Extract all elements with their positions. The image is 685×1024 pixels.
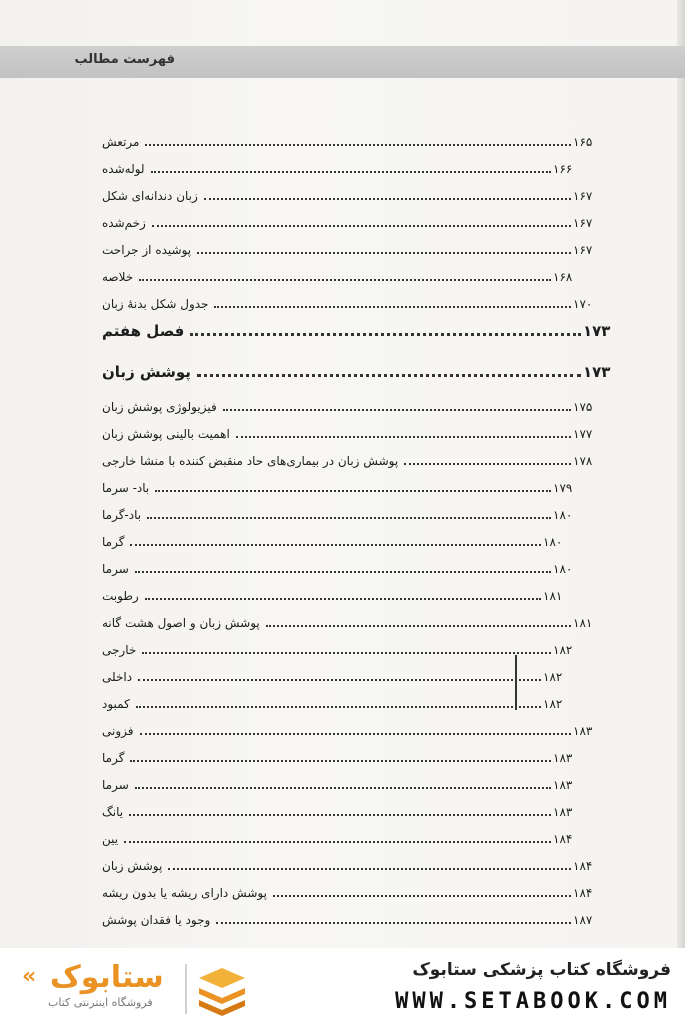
toc-entry [100, 262, 593, 286]
toc-leader-dots [273, 895, 571, 897]
toc-entry-title: سرما [102, 562, 129, 576]
toc-entry [100, 608, 613, 632]
toc-chapter-entry [100, 359, 623, 383]
toc-entry-title: خلاصه [102, 270, 134, 284]
toc-page-number: ۱۸۳ [553, 805, 573, 819]
toc-page-number: ۱۸۰ [553, 562, 573, 576]
toc-entry-title: سرما [102, 778, 129, 792]
toc-entry [100, 289, 613, 313]
logo-wordmark: ستابوک [50, 960, 164, 995]
toc-entry [100, 851, 613, 875]
toc-leader-dots [136, 706, 541, 708]
toc-page-number: ۱۷۳ [583, 363, 611, 381]
toc-leader-dots [204, 198, 571, 200]
toc-entry-title: پوشیده از جراحت [102, 243, 192, 257]
toc-leader-dots [216, 922, 571, 924]
toc-entry-title: فیزیولوژی پوشش زبان [102, 400, 217, 414]
toc-entry-title: اهمیت بالینی پوشش زبان [102, 427, 230, 441]
toc-entry-title: زخم‌شده [102, 216, 146, 230]
toc-entry [100, 689, 583, 713]
toc-entry [100, 581, 583, 605]
toc-entry-title: پوشش دارای ریشه یا بدون ریشه [102, 886, 267, 900]
toc-entry-title: داخلی [102, 670, 133, 684]
footer-shop-name: فروشگاه کتاب پزشکی ستابوک [412, 960, 671, 980]
toc-entry-title: گرما [102, 751, 125, 765]
toc-entry [100, 527, 583, 551]
toc-page-number: ۱۷۳ [583, 322, 611, 340]
toc-page-number: ۱۶۵ [573, 135, 593, 149]
toc-entry [100, 635, 593, 659]
toc-page-number: ۱۸۷ [573, 913, 593, 927]
logo-divider [185, 964, 187, 1014]
toc-entry [100, 824, 593, 848]
toc-leader-dots [266, 625, 571, 627]
toc-chapter-entry [100, 318, 623, 342]
toc-entry-title: لوله‌شده [102, 162, 145, 176]
toc-page-number: ۱۸۴ [553, 832, 573, 846]
toc-entry [100, 878, 613, 902]
toc-leader-dots [145, 144, 571, 146]
toc-leader-dots [236, 436, 571, 438]
toc-entry [100, 419, 613, 443]
toc-entry-title: فزونی [102, 724, 134, 738]
toc-leader-dots [168, 868, 571, 870]
page-header-title: فهرست مطالب [74, 52, 175, 67]
toc-entry-title: گرما [102, 535, 125, 549]
toc-leader-dots [135, 571, 551, 573]
toc-leader-dots [142, 652, 551, 654]
toc-leader-dots [190, 333, 581, 336]
toc-entry [100, 127, 613, 151]
toc-leader-dots [124, 841, 551, 843]
toc-entry-title: جدول شکل بدنهٔ زبان [102, 297, 209, 311]
toc-leader-dots [197, 374, 581, 377]
toc-leader-dots [130, 544, 541, 546]
toc-leader-dots [138, 679, 541, 681]
toc-entry [100, 905, 613, 929]
toc-leader-dots [139, 279, 551, 281]
toc-entry [100, 446, 613, 470]
toc-page-number: ۱۸۳ [573, 724, 593, 738]
toc-entry-title: باد- سرما [102, 481, 150, 495]
toc-leader-dots [140, 733, 572, 735]
toc-leader-dots [152, 225, 571, 227]
logo-arrows: « [22, 964, 37, 989]
toc-page-number: ۱۶۷ [573, 243, 593, 257]
logo-tagline: فروشگاه اینترنتی کتاب [48, 996, 153, 1009]
toc-entry-title: خارجی [102, 643, 137, 657]
toc-entry-title: رطوبت [102, 589, 139, 603]
toc-entry-title: مرتعش [102, 135, 140, 149]
toc-page-number: ۱۸۲ [543, 697, 563, 711]
toc-leader-dots [130, 760, 551, 762]
toc-entry-title: کمبود [102, 697, 130, 711]
toc-page-number: ۱۶۶ [553, 162, 573, 176]
toc-entry-title: پوشش زبان [102, 363, 191, 381]
toc-page-number: ۱۸۳ [553, 751, 573, 765]
toc-leader-dots [147, 517, 551, 519]
setabook-logo-icon [195, 962, 249, 1016]
toc-page-number: ۱۶۷ [573, 216, 593, 230]
toc-entry [100, 500, 593, 524]
toc-entry-title: یانگ [102, 805, 124, 819]
toc-leader-dots [214, 306, 571, 308]
toc-entry [100, 154, 593, 178]
footer-url[interactable]: WWW.SETABOOK.COM [395, 989, 671, 1014]
toc-entry [100, 662, 583, 686]
toc-page-number: ۱۷۰ [573, 297, 593, 311]
toc-page-number: ۱۸۴ [573, 859, 593, 873]
toc-entry [100, 208, 613, 232]
toc-entry-title: وجود یا فقدان پوشش [102, 913, 211, 927]
toc-leader-dots [404, 463, 571, 465]
toc-entry [100, 716, 613, 740]
toc-entry-title: پوشش زبان و اصول هشت گانه [102, 616, 260, 630]
toc-leader-dots [197, 252, 571, 254]
toc-page-number: ۱۸۰ [553, 508, 573, 522]
toc-page-number: ۱۸۱ [573, 616, 593, 630]
toc-page-number: ۱۶۸ [553, 270, 573, 284]
toc-page-number: ۱۸۳ [553, 778, 573, 792]
toc-page-number: ۱۷۸ [573, 454, 593, 468]
toc-entry [100, 473, 593, 497]
toc-leader-dots [145, 598, 541, 600]
toc-page-number: ۱۸۱ [543, 589, 563, 603]
toc-page-number: ۱۶۷ [573, 189, 593, 203]
toc-entry [100, 181, 613, 205]
toc-entry-title: باد-گرما [102, 508, 142, 522]
toc-page-number: ۱۷۷ [573, 427, 593, 441]
toc-entry [100, 554, 593, 578]
toc-entry-title: پوشش زبان در بیماری‌های حاد منقبض کننده با منشا خارجی [102, 454, 399, 468]
toc-leader-dots [129, 814, 551, 816]
toc-page-number: ۱۷۹ [553, 481, 573, 495]
toc-entry [100, 743, 593, 767]
toc-leader-dots [151, 171, 551, 173]
toc-entry [100, 392, 613, 416]
toc-entry [100, 770, 593, 794]
toc-leader-dots [155, 490, 551, 492]
toc-page-number: ۱۸۲ [543, 670, 563, 684]
toc-entry [100, 797, 593, 821]
toc-entry-title: زبان دندانه‌ای شکل [102, 189, 198, 203]
toc-entry-title: فصل هفتم [102, 322, 185, 340]
toc-page-number: ۱۷۵ [573, 400, 593, 414]
toc-leader-dots [223, 409, 571, 411]
page-edge [677, 0, 685, 948]
toc-entry [100, 235, 613, 259]
toc-entry-title: یین [102, 832, 119, 846]
toc-page-number: ۱۸۰ [543, 535, 563, 549]
toc-leader-dots [135, 787, 551, 789]
toc-entry-title: پوشش زبان [102, 859, 163, 873]
toc-page-number: ۱۸۲ [553, 643, 573, 657]
toc-page-number: ۱۸۴ [573, 886, 593, 900]
